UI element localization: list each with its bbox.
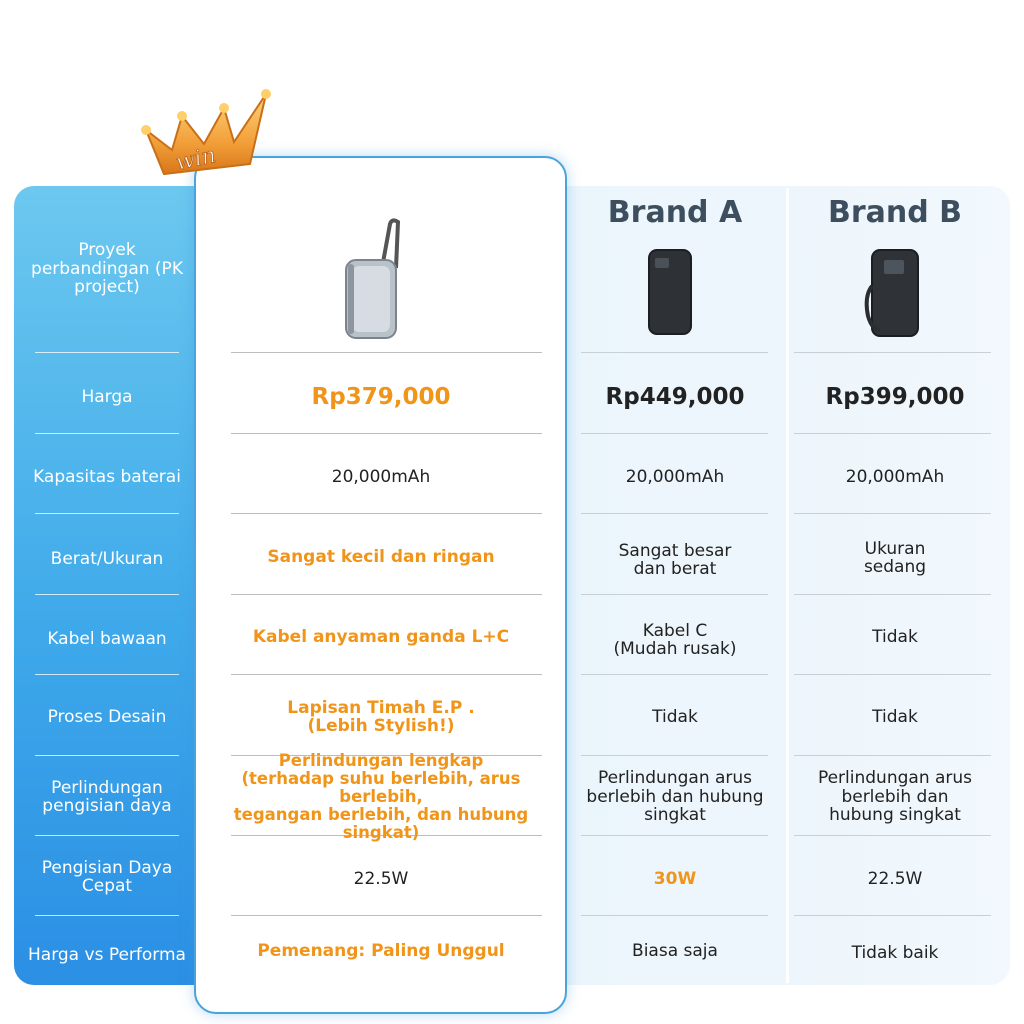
winner-cable: Kabel anyaman ganda L+C: [252, 626, 510, 647]
brand-b-title: Brand B: [827, 194, 963, 230]
winner-capacity: 20,000mAh: [331, 466, 431, 487]
row-divider: [794, 755, 991, 756]
row-divider: [231, 915, 542, 916]
row-label-value: Harga vs Performa: [28, 944, 186, 965]
row-divider: [794, 594, 991, 595]
row-divider: [231, 352, 542, 353]
row-divider: [581, 755, 768, 756]
winner-design-line2: (Lebih Stylish!): [307, 716, 455, 736]
row-divider: [581, 915, 768, 916]
brand-b-powerbank-image: [862, 246, 924, 340]
row-divider: [794, 513, 991, 514]
row-label-capacity: Kapasitas baterai: [33, 466, 181, 487]
row-divider: [794, 352, 991, 353]
winner-protection: [200, 751, 562, 842]
winner-protection-line2: (terhadap suhu berlebih, arus berlebih,: [241, 769, 521, 807]
brand-a-size: Sangat besar dan berat: [618, 540, 732, 579]
win-badge-text: win: [173, 143, 219, 176]
brand-a-price: Rp449,000: [605, 383, 745, 410]
brand-a-title: Brand A: [607, 194, 743, 230]
brand-a-design: Tidak: [652, 706, 698, 727]
row-divider: [794, 674, 991, 675]
brand-a-capacity: 20,000mAh: [625, 466, 725, 487]
brand-b-design: Tidak: [872, 706, 918, 727]
brand-a-cable: [580, 616, 770, 664]
row-divider: [794, 915, 991, 916]
row-divider: [581, 513, 768, 514]
brand-a-powerbank-image: [645, 246, 695, 338]
brand-a-cable-line1: Kabel C: [642, 620, 708, 641]
row-divider: [35, 594, 179, 595]
brand-b-cable: Tidak: [872, 626, 918, 647]
row-label-protection: Perlindungan pengisian daya: [42, 777, 172, 816]
row-divider: [794, 835, 991, 836]
row-divider: [581, 352, 768, 353]
winner-design-line1: Lapisan Timah E.P .: [287, 697, 475, 718]
winner-value: Pemenang: Paling Unggul: [257, 940, 505, 961]
row-divider: [581, 835, 768, 836]
brand-b-fast-charge: 22.5W: [867, 868, 923, 889]
winner-design: [200, 690, 562, 744]
winner-size: Sangat kecil dan ringan: [267, 546, 495, 567]
row-label-price: Harga: [81, 386, 133, 407]
row-label-project: Proyek perbandingan (PK project): [31, 240, 183, 298]
row-label-size: Berat/Ukuran: [50, 548, 164, 569]
brand-a-value: Biasa saja: [632, 940, 718, 961]
row-divider: [231, 513, 542, 514]
winner-protection-line3: tegangan berlebih, dan hubung singkat): [233, 804, 529, 842]
row-label-design: Proses Desain: [47, 706, 167, 727]
brand-b-capacity: 20,000mAh: [845, 466, 945, 487]
row-divider: [35, 513, 179, 514]
row-label-fast-charge: Pengisian Daya Cepat: [41, 857, 173, 896]
brand-b-price: Rp399,000: [825, 383, 965, 410]
winner-price: Rp379,000: [311, 383, 451, 410]
row-divider: [231, 594, 542, 595]
row-divider: [35, 835, 179, 836]
column-divider: [786, 188, 789, 983]
row-divider: [231, 674, 542, 675]
row-divider: [794, 433, 991, 434]
winner-powerbank-image: [340, 216, 402, 342]
row-divider: [581, 594, 768, 595]
brand-a-protection: Perlindungan arus berlebih dan hubung singkat: [586, 768, 764, 826]
brand-a-cable-line2: (Mudah rusak): [613, 639, 737, 659]
row-divider: [35, 352, 179, 353]
row-divider: [35, 755, 179, 756]
brand-a-fast-charge: 30W: [653, 868, 697, 889]
winner-fast-charge: 22.5W: [353, 868, 409, 889]
row-divider: [581, 674, 768, 675]
crown-icon: [138, 82, 272, 182]
brand-b-size: Ukuran sedang: [863, 538, 927, 577]
row-divider: [35, 674, 179, 675]
row-divider: [581, 433, 768, 434]
brand-b-value: Tidak baik: [851, 942, 939, 963]
brand-b-protection: Perlindungan arus berlebih dan hubung singkat: [817, 768, 973, 826]
row-label-cable: Kabel bawaan: [47, 628, 167, 649]
row-divider: [231, 433, 542, 434]
row-divider: [35, 433, 179, 434]
row-divider: [35, 915, 179, 916]
winner-protection-line1: Perlindungan lengkap: [278, 751, 484, 771]
